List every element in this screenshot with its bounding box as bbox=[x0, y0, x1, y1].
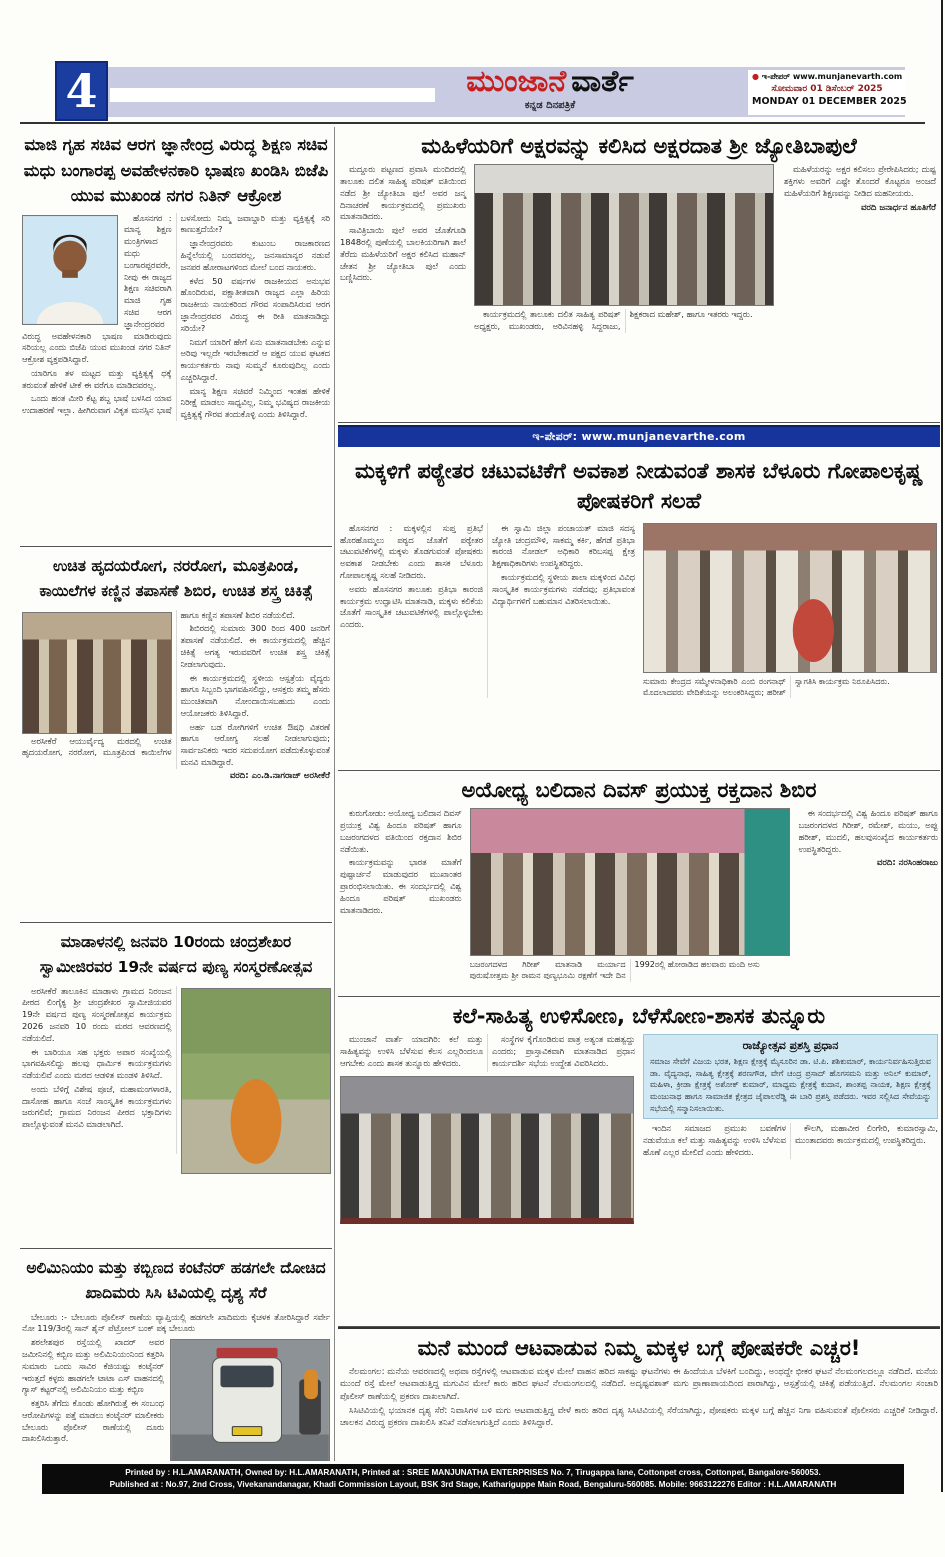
article-body-left: ಹೊಸನಗರ : ಮಕ್ಕಳಲ್ಲಿನ ಸುಪ್ತ ಪ್ರತಿಭೆ ಹೊರಹೊಮ್ಮಲು ಪಠ್ಯದ ಜೊತೆಗೆ ಪಠ್ಯೇತರ ಚಟುವಟಿಕೆಗಳಲ್ಲಿ ಮಕ್ಕಳು ತೊಡಗುವಂತೆ ಪೋಷಕರು ಅವಕಾಶ ನೀಡಬೇಕು ಎಂದು ಶಾಸಕ ಬೆಳೂರು ಗೋಪಾಲಕೃಷ್ಣ ಸಲಹೆ ನೀಡಿದರು. ಅವರು ಹೊಸನಗರ ತಾಲೂಕು ಪ್ರತಿಭಾ ಕಾರಂಜಿ ಕಾರ್ಯಕ್ರಮ ಉದ್ಘಾಟಿಸಿ ಮಾತನಾಡಿ, ಮಕ್ಕಳು ಕಲಿಕೆಯ ಜೊತೆಗೆ ಸಾಂಸ್ಕೃತಿಕ ಚಟುವಟಿಕೆಗಳಲ್ಲಿ ಪಾಲ್ಗೊಳ್ಳಬೇಕು ಎಂದರು. ಈ ಸ್ವಾಮಿ ಜಿಲ್ಲಾ ಪಂಚಾಯತ್ ಮಾಜಿ ಸದಸ್ಯ ಜ್ಯೋತಿ ಚಂದ್ರಮೌಳಿ, ಸಾಕಮ್ಮ ಕರ್ಕಿ, ಹೆಗಡೆ ಪ್ರತಿಭಾ ಕಾರಂಜಿ ನೋಡಲ್ ಅಧಿಕಾರಿ ಕರಿಬಸಪ್ಪ ಕ್ಷೇತ್ರ ಶಿಕ್ಷಣಾಧಿಕಾರಿಗಳು ಉಪಸ್ಥಿತರಿದ್ದರು. ಕಾರ್ಯಕ್ರಮದಲ್ಲಿ ಸ್ಥಳೀಯ ಶಾಲಾ ಮಕ್ಕಳಿಂದ ವಿವಿಧ ಸಾಂಸ್ಕೃತಿಕ ಕಾರ್ಯಕ್ರಮಗಳು ನಡೆದವು; ಪ್ರತಿಭಾವಂತ ವಿದ್ಯಾರ್ಥಿಗಳಿಗೆ ಬಹುಮಾನ ವಿತರಿಸಲಾಯಿತು. bbox=[340, 522, 635, 630]
report-credit: ವರದಿ: ಎಂ.ಡಿ.ನಾಗರಾಜ್ ಅರಸೀಕೆರೆ bbox=[229, 770, 330, 781]
header-website-link[interactable]: www.munjanevarth.com bbox=[792, 72, 903, 81]
date-english: MONDAY 01 DECEMBER 2025 bbox=[752, 96, 907, 107]
photo-caption: ಬಜರಂಗದಳದ ಗಿರೀಶ್ ಮಾತನಾಡಿ ಮರ್ಯಾದ ಪುರುಷೋತ್ತಮ ಶ್ರೀ ರಾಮನ ಪುಣ್ಯಭೂಮಿ ರಕ್ಷಣೆಗೆ ಇದೇ ದಿನ 1992ರಲ್ಲಿ ಹೋರಾಡಿದ ಹಲವಾರು ಮಂದಿ ಅಸು bbox=[469, 960, 760, 981]
imprint-footer bbox=[42, 1464, 904, 1494]
article-headline: ಕಲೆ-ಸಾಹಿತ್ಯ ಉಳಿಸೋಣ, ಬೆಳೆಸೋಣ-ಶಾಸಕ ತುನ್ನೂರು bbox=[452, 1004, 826, 1028]
article-kale-sahitya bbox=[338, 997, 940, 1327]
cctv-truck-photo bbox=[170, 1339, 330, 1461]
epaper-label: ಇ-ಪೇಪರ್ bbox=[761, 72, 791, 81]
article-medical-camp bbox=[20, 547, 332, 923]
article-body-left: ಮದ್ದೂರು ಪಟ್ಟಣದ ಪ್ರವಾಸಿ ಮಂದಿರದಲ್ಲಿ ತಾಲೂಕು ದಲಿತ ಸಾಹಿತ್ಯ ಪರಿಷತ್ ವತಿಯಿಂದ ನಡೆದ ಶ್ರೀ ಜ್ಯೋತಿಬಾ ಪುಲೆ ಅವರ ಜನ್ಮ ದಿನಾಚರಣೆ ಕಾರ್ಯಕ್ರಮದಲ್ಲಿ ಪ್ರಮುಖರು ಮಾತನಾಡಿದರು. ಸಾವಿತ್ರಿಬಾಯಿ ಪುಲೆ ಅವರ ಜೊತೆಗೂಡಿ 1848ರಲ್ಲಿ ಪುಣೆಯಲ್ಲಿ ಬಾಲಕಿಯರಿಗಾಗಿ ಶಾಲೆ ತೆರೆದು ಮಹಿಳೆಯರಿಗೆ ಅಕ್ಷರ ಕಲಿಸಿದ ಮಹಾನ್ ಚೇತನ ಶ್ರೀ ಜ್ಯೋತಿಬಾ ಪುಲೆ ಎಂದು ಬಣ್ಣಿಸಿದರು. bbox=[340, 164, 466, 283]
header-stripe bbox=[110, 88, 435, 102]
article-blood-donation bbox=[338, 771, 940, 997]
article-belur-advice bbox=[338, 449, 940, 771]
page-number: 4 bbox=[55, 61, 108, 121]
masthead-title-black: ವಾರ್ತೆ bbox=[571, 64, 634, 99]
pratibha-karanji-stage-photo bbox=[643, 523, 937, 673]
article-body-right: ಈ ಸಂದರ್ಭದಲ್ಲಿ ವಿಶ್ವ ಹಿಂದೂ ಪರಿಷತ್ ಹಾಗೂ ಬಜರಂಗದಳದ ಗಿರೀಶ್, ರಮೇಶ್, ಮಯು, ಅಪ್ಪು ಹರೀಶ್, ಮುದಲಿ, ಹಲವುಸಂಖ್ಯೆದ ಕಾರ್ಯಕರ್ತರು ಉಪಸ್ಥಿತರಿದ್ದರು. ವರದಿ: ನರಸಿಂಹರಾಜು bbox=[798, 808, 938, 869]
swamiji-photo bbox=[181, 988, 331, 1174]
phule-event-group-photo bbox=[474, 164, 774, 306]
article-body-right: ಮಹಿಳೆಯರನ್ನು ಅಕ್ಷರ ಕಲಿಸಲು ಪ್ರೇರೇಪಿಸಿದರು; ದುಷ್ಟ ಶಕ್ತಿಗಳು ಅವರಿಗೆ ಎಷ್ಟೇ ತೊಂದರೆ ಕೊಟ್ಟರೂ ಅಂಜದೆ ಮಹಿಳೆಯರಿಗೆ ಶಿಕ್ಷಣವನ್ನು ನೀಡಿದ ಮಹನೀಯರು. ವರದಿ ಜನಾರ್ಧನ ಹೂತಿಗೆರೆ bbox=[784, 164, 936, 213]
article-headline: ಮಕ್ಕಳಿಗೆ ಪಠ್ಯೇತರ ಚಟುವಟಿಕೆಗೆ ಅವಕಾಶ ನೀಡುವಂತೆ ಶಾಸಕ ಬೆಳೂರು ಗೋಪಾಲಕೃಷ್ಣ ಪೋಷಕರಿಗೆ ಸಲಹೆ bbox=[354, 459, 924, 514]
report-credit: ವರದಿ ಜನಾರ್ಧನ ಹೂತಿಗೆರೆ bbox=[860, 202, 936, 213]
article-jyotiba-phule bbox=[338, 127, 940, 423]
bjp-leader-portrait-photo bbox=[22, 215, 118, 325]
article-bjp-leader bbox=[20, 127, 332, 547]
right-column bbox=[338, 127, 940, 1453]
award-box-text: ಸಮಾಜ ಸೇವೆಗೆ ವಿಜಯ ಭರತ, ಶಿಕ್ಷಣ ಕ್ಷೇತ್ರಕ್ಕೆ ಮೈಸೂರಿನ ಡಾ. ಟಿ.ಪಿ. ಶಶಿಕುಮಾರ್, ಕಾರ್ಯನಿರ್ವಹಿಸುತ್ತಿರುವ ಡಾ. ವೈದ್ಯನಾಥ, ಸಾಹಿತ್ಯ ಕ್ಷೇತ್ರಕ್ಕೆ ಶರಣಗೌಡ, ವೇಗೆ ಚಂದ್ರ ಪ್ರಸಾದ್ ಹೊಗಸಮನಿ ಮತ್ತು ಅನಿಲ್ ಕುಮಾರ್, ಮಹಿಳಾ, ಕ್ರೀಡಾ ಕ್ಷೇತ್ರಕ್ಕೆ ಅಶೋಕ್ ಕುಮಾರ್, ಮಾಧ್ಯಮ ಕ್ಷೇತ್ರಕ್ಕೆ ಕುದಾನ, ಶಾಂತಪ್ಪ ನಾಯಕ, ಶಿಕ್ಷಣ ಕ್ಷೇತ್ರಕ್ಕೆ ಮಂಜುನಾಥ ಹಾಗೂ ಸಾಮಾಜಿಕ ಕ್ಷೇತ್ರದ ಜೈಪಾಲರೆಡ್ಡಿ ಈ ಬಾರಿ ಪ್ರಶಸ್ತಿ ಪಡೆದರು. ಇವರ ಸಲ್ಲಿಸಿದ ಸೇವೆಯನ್ನು ಸಭೆಯಲ್ಲಿ ಸನ್ಮಾನಿಸಲಾಯಿತು. bbox=[650, 1057, 931, 1113]
medical-camp-photo bbox=[22, 612, 172, 734]
column-divider bbox=[334, 127, 335, 1461]
imprint-line-2: Published at : No.97, 2nd Cross, Vivekanandanagar, Khadi Commission Layout, BSK 3rd Stage, Kathariguppe Main Road, Bengaluru-560085. Mobile: 9663122276 Editor : H.L.AMARANATH bbox=[109, 1480, 837, 1489]
header-rule bbox=[20, 122, 925, 124]
article-headline: ಉಚಿತ ಹೃದಯರೋಗ, ನರರೋಗ, ಮೂತ್ರಪಿಂಡ, ಕಾಯಿಲೆಗಳ ಕಣ್ಣಿನ ತಪಾಸಣೆ ಶಿಬಿರ, ಉಚಿತ ಶಸ್ತ್ರ ಚಿಕಿತ್ಸೆ bbox=[39, 557, 313, 600]
article-headline: ಮಾಡಾಳನಲ್ಲಿ ಜನವರಿ 10ರಂದು ಚಂದ್ರಶೇಖರ ಸ್ವಾಮೀಜಿರವರ 19ನೇ ವರ್ಷದ ಪುಣ್ಯ ಸಂಸ್ಮರಣೋತ್ಸವ bbox=[39, 933, 313, 976]
article-body: ಬೇಲೂರು :- ಬೇಲೂರು ಪೊಲೀಸ್ ಠಾಣೆಯ ವ್ಯಾಪ್ತಿಯಲ್ಲಿ ಹಡಗಲೇ ಖಾದಿಮರು ಕೈಚಳಕ ತೋರಿಸಿದ್ದಾರೆ ಸರ್ವೇ ನೋ 119/3ರಲ್ಲಿ ಸಾನ್ ಶೈನ್ ಪೆಟ್ರೋಲ್ ಬಂಕ್ ಪಕ್ಕ ಬೇಲೂರು ಶಠಲೇಶಪುರ ರಸ್ತೆಯಲ್ಲಿ ಖಾದರ್ ಅವರ ಜಮೀನಿನಲ್ಲಿ ಕಬ್ಬಿಣ ಮತ್ತು ಅಲಿಮಿನಿಯಂನಿಂದ ಕತ್ತರಿಸಿ ಸುಮಾರು ಒಂದು ಸಾವಿರ ಕೆಜಿಯಷ್ಟು ಕಂಟೈನರ್ ಇರುತ್ತದೆ ಕಳ್ಳರು ಹಾಡಗಲೇ ಟಾಟಾ ಎಸ್ ವಾಹನದಲ್ಲಿ ಗ್ಯಾಸ್ ಕಟ್ಟರ್‌ನಲ್ಲಿ ಅಲಿಮಿನಿಯಂ ಮತ್ತು ಕಬ್ಬಿಣ ಕತ್ತರಿಸಿ ತೆಗೆದು ಕೊಂಡು ಹೋಗಿರುತ್ತೆ ಈ ಸಂಬಂಧ ಆರೋಪಿಗಳನ್ನು ಪತ್ತೆ ಮಾಡಲು ಕಂಟೈನರ್ ಮಾಲೀಕರು ಬೇಲೂರು ಪೊಲೀಸ್ ಠಾಣೆಯಲ್ಲಿ ದೂರು ದಾಖಲಿಸಿರುತ್ತಾರೆ. bbox=[22, 1312, 330, 1446]
article-body-left: ಕುರುಗೋಡು: ಅಯೋಧ್ಯ ಬಲಿದಾನ ದಿವಸ್ ಪ್ರಯುಕ್ತ ವಿಶ್ವ ಹಿಂದೂ ಪರಿಷತ್ ಹಾಗೂ ಬಜರಂಗದಳದ ವತಿಯಿಂದ ರಕ್ತದಾನ ಶಿಬಿರ ನಡೆಯಿತು. ಕಾರ್ಯಕ್ರಮವನ್ನು ಭಾರತ ಮಾತೆಗೆ ಪುಷ್ಪಾರ್ಚನೆ ಮಾಡುವುದರ ಮುಖಾಂತರ ಪ್ರಾರಂಭಿಸಲಾಯಿತು. ಈ ಸಂದರ್ಭದಲ್ಲಿ ವಿಶ್ವ ಹಿಂದೂ ಪರಿಷತ್ ಮುಖಂಡರು ಮಾತನಾಡಿದರು. bbox=[340, 808, 462, 915]
epaper-banner bbox=[338, 425, 940, 447]
article-body: ನೆಲಮಂಗಲ: ಮನೆಯ ಆವರಣದಲ್ಲಿ ಅಥವಾ ರಸ್ತೆಗಳಲ್ಲಿ ಆಟವಾಡುವ ಮಕ್ಕಳ ಮೇಲೆ ವಾಹನ ಹರಿದ ಸಾಕಷ್ಟು ಘಟನೆಗಳು ಈ ಹಿಂದೆಯೂ ಬೆಳಕಿಗೆ ಬಂದಿದ್ದು, ಅಂಥದ್ದೇ ಭೀಕರ ಘಟನೆ ನೆಲಮಂಗಲದಲ್ಲೂ ನಡೆದಿದೆ. ಮನೆಯ ಮುಂದೆ ರಸ್ತೆ ಮೇಲೆ ಆಟವಾಡುತ್ತಿದ್ದ ಮಗುವಿನ ಮೇಲೆ ಕಾರು ಹರಿದ ಘಟನೆ ನೆಲಮಂಗಲದಲ್ಲಿ ನಡೆದಿದೆ. ಅದೃಷ್ಟವಶಾತ್ ಮಗು ಪ್ರಾಣಾಪಾಯದಿಂದ ಪಾರಾಗಿದ್ದು, ಆಸ್ಪತ್ರೆಯಲ್ಲಿ ಚಿಕಿತ್ಸೆ ಪಡೆಯುತ್ತಿದೆ. ನೆಲಮಂಗಲ ಸಂಚಾರಿ ಪೊಲೀಸ್ ಠಾಣೆಯಲ್ಲಿ ಪ್ರಕರಣ ದಾಖಲಾಗಿದೆ. ಸಿಸಿಟಿವಿಯಲ್ಲಿ ಭಯಾನಕ ದೃಶ್ಯ ಸೆರೆ: ನಿವಾಸಿಗಳ ಬಳಿ ಮಗು ಆಟವಾಡುತ್ತಿದ್ದ ವೇಳೆ ಕಾರು ಹರಿದ ದೃಶ್ಯ ಸಿಸಿಟಿವಿಯಲ್ಲಿ ಸೆರೆಯಾಗಿದ್ದು, ಪೋಷಕರು ಮಕ್ಕಳ ಬಗ್ಗೆ ಹೆಚ್ಚಿನ ನಿಗಾ ವಹಿಸುವಂತೆ ಪೊಲೀಸರು ಎಚ್ಚರಿಕೆ ನೀಡಿದ್ದಾರೆ. ಚಾಲಕನ ವಿರುದ್ಧ ಪ್ರಕರಣ ದಾಖಲಿಸಿ ತನಿಖೆ ನಡೆಸಲಾಗುತ್ತಿದೆ ಎಂದು ತಿಳಿಸಿದ್ದಾರೆ. bbox=[340, 1367, 938, 1429]
epaper-icon: ● bbox=[752, 72, 759, 81]
report-credit: ವರದಿ: ನರಸಿಂಹರಾಜು bbox=[876, 858, 938, 869]
masthead bbox=[400, 66, 700, 111]
article-headline: ಮನೆ ಮುಂದೆ ಆಟವಾಡುವ ನಿಮ್ಮ ಮಕ್ಕಳ ಬಗ್ಗೆ ಪೋಷಕರೇ ಎಚ್ಚರ! bbox=[417, 1336, 861, 1360]
award-recipients-photo bbox=[340, 1076, 634, 1224]
masthead-tagline: ಕನ್ನಡ ದಿನಪತ್ರಿಕೆ bbox=[524, 99, 576, 111]
photo-caption: ಸುಮಾರು ಕೇಂದ್ರದ ಸಮ್ಮೇಳನಾಧಿಕಾರಿ ಎಂಬಿ ರಂಗನಾಥ್ ಮೊದಲಾದವರು ವೇದಿಕೆಯನ್ನು ಅಲಂಕರಿಸಿದ್ದರು; ಹರೀಶ್ ಸ್ವಾಗತಿಸಿ ಕಾರ್ಯಕ್ರಮ ನಿರೂಪಿಸಿದರು. bbox=[643, 676, 890, 698]
award-box-title: ರಾಜ್ಯೋತ್ಸವ ಪ್ರಶಸ್ತಿ ಪ್ರಧಾನ bbox=[742, 1039, 839, 1053]
article-container-theft bbox=[20, 1249, 332, 1461]
article-body-middle: ಕಾರ್ಯಕ್ರಮದಲ್ಲಿ ತಾಲೂಕು ದಲಿತ ಸಾಹಿತ್ಯ ಪರಿಷತ್ ಅಧ್ಯಕ್ಷರು, ಮುಖಂಡರು, ಅರಿವಿನಹಳ್ಳಿ ಸಿದ್ದರಾಜು, ಶಿಕ್ಷಕರಾದ ಮಹೇಶ್, ಹಾಗೂ ಇತರರು ಇದ್ದರು. bbox=[474, 309, 753, 332]
article-body-left: ಮುಂಜಾನೆ ವಾರ್ತೆ ಯಾದಗಿರಿ: ಕಲೆ ಮತ್ತು ಸಾಹಿತ್ಯವನ್ನು ಉಳಿಸಿ ಬೆಳೆಸುವ ಕೆಲಸ ಎಲ್ಲರಿಂದಲೂ ಆಗಬೇಕು ಎಂದು ಶಾಸಕ ತುನ್ನೂರು ಹೇಳಿದರು. ಸಂಸ್ಥೆಗಳ ಕೈಗೊಂಡಿರುವ ಪಾತ್ರ ಅತ್ಯಂತ ಮಹತ್ವದ್ದು ಎಂದರು; ಪ್ರಾಸ್ತಾವಿಕವಾಗಿ ಮಾತನಾಡಿದ ಪ್ರಧಾನ ಕಾರ್ಯದರ್ಶಿ ಸಭೆಯ ಉದ್ದೇಶ ವಿವರಿಸಿದರು. bbox=[340, 1034, 635, 1068]
article-body-right: ಇಂದಿನ ಸಮಾಜದ ಪ್ರಮುಖ ಬವಣೆಗಳ ನಡುವೆಯೂ ಕಲೆ ಮತ್ತು ಸಾಹಿತ್ಯವನ್ನು ಉಳಿಸಿ ಬೆಳೆಸುವ ಹೊಣೆ ಎಲ್ಲರ ಮೇಲಿದೆ ಎಂದು ಹೇಳಿದರು. ಕೌಲಗಿ, ಮಹಾವೀರ ಲಿಂಗೇರಿ, ಕುಮಾರಸ್ವಾಮಿ, ಮುಂತಾದವರು ಕಾರ್ಯಕ್ರಮದಲ್ಲಿ ಉಪಸ್ಥಿತರಿದ್ದರು. bbox=[643, 1123, 938, 1157]
date-kannada: ಸೋಮವಾರ 01 ಡಿಸೆಂಬರ್ 2025 bbox=[771, 84, 883, 94]
article-headline: ಮಾಜಿ ಗೃಹ ಸಚಿವ ಆರಗ ಜ್ಞಾನೇಂದ್ರ ವಿರುದ್ಧ ಶಿಕ್ಷಣ ಸಚಿವ ಮಧು ಬಂಗಾರಪ್ಪ ಅವಹೇಳನಕಾರಿ ಭಾಷಣ ಖಂಡಿಸಿ ಬಿಜೆಪಿ ಯುವ ಮುಖಂಡ ನಗರ ನಿತಿನ್ ಆಕ್ರೋಶ bbox=[23, 135, 329, 206]
blood-donation-group-photo bbox=[470, 808, 790, 956]
article-madala-memorial bbox=[20, 923, 332, 1249]
article-body: ಅರಸೀಕೆರೆ ಆಯುರ್ವೈದ್ಯ ಮಠದಲ್ಲಿ ಉಚಿತ ಹೃದಯರೋಗ, ನರರೋಗ, ಮೂತ್ರಪಿಂಡ ಕಾಯಿಲೆಗಳ ಹಾಗೂ ಕಣ್ಣಿನ ತಪಾಸಣೆ ಶಿಬಿರ ನಡೆಯಲಿದೆ. ಶಿಬಿರದಲ್ಲಿ ಸುಮಾರು 300 ರಿಂದ 400 ಜನರಿಗೆ ತಪಾಸಣೆ ನಡೆಯಲಿದೆ. ಈ ಕಾರ್ಯಕ್ರಮದಲ್ಲಿ ಹೆಚ್ಚಿನ ಚಿಕಿತ್ಸೆ ಅಗತ್ಯ ಇರುವವರಿಗೆ ಉಚಿತ ಶಸ್ತ್ರ ಚಿಕಿತ್ಸೆ ನೀಡಲಾಗುವುದು. ಈ ಕಾರ್ಯಕ್ರಮದಲ್ಲಿ ಸ್ಥಳೀಯ ಆಸ್ಪತ್ರೆಯ ವೈದ್ಯರು ಹಾಗೂ ಸಿಬ್ಬಂದಿ ಭಾಗವಹಿಸಲಿದ್ದು, ಆಸಕ್ತರು ತಮ್ಮ ಹೆಸರು ಮುಂಚಿತವಾಗಿ ನೋಂದಾಯಿಸಬಹುದು ಎಂದು ಆಯೋಜಕರು ತಿಳಿಸಿದ್ದಾರೆ. ಅರ್ಹ ಬಡ ರೋಗಿಗಳಿಗೆ ಉಚಿತ ಔಷಧಿ ವಿತರಣೆ ಹಾಗೂ ಆರೋಗ್ಯ ಸಲಹೆ ನೀಡಲಾಗುವುದು; ಸಾರ್ವಜನಿಕರು ಇದರ ಸದುಪಯೋಗ ಪಡೆದುಕೊಳ್ಳುವಂತೆ ಮನವಿ ಮಾಡಿದ್ದಾರೆ. bbox=[22, 609, 330, 767]
article-children-warning bbox=[338, 1327, 940, 1453]
epaper-banner-link[interactable]: ಇ-ಪೇಪರ್: www.munjanevarthe.com bbox=[532, 430, 746, 443]
article-body: ಹೊಸನಗರ : ಮಾನ್ಯ ಶಿಕ್ಷಣ ಮಂತ್ರಿಗಳಾದ ಮಧು ಬಂಗಾರಪ್ಪರವರೇ, ನೀವು ಈ ರಾಜ್ಯದ ಶಿಕ್ಷಣ ಸಚಿವರಾಗಿ ಮಾಜಿ ಗೃಹ ಸಚಿವ ಆರಗ ಜ್ಞಾನೇಂದ್ರರವರ ವಿರುದ್ಧ ಅವಹೇಳನಕಾರಿ ಭಾಷಣ ಮಾಡಿರುವುದು ಸರಿಯಲ್ಲ ಎಂದು ಬಿಜೆಪಿ ಯುವ ಮುಖಂಡ ನಗರ ನಿತಿನ್ ಆಕ್ರೋಶ ವ್ಯಕ್ತಪಡಿಸಿದ್ದಾರೆ. ಯಾರಿಗೂ ತಳ ಮಟ್ಟದ ಮತ್ತು ವ್ಯಕ್ತಿತ್ವಕ್ಕೆ ಧಕ್ಕೆ ತರುವಂತೆ ಹೇಳಿಕೆ ಟೀಕೆ ಈ ವರೆಗೂ ಮಾಡಿದವರಲ್ಲ. ಒಂದು ಹಂತ ಮೀರಿ ಕೆಟ್ಟ ಶಬ್ದ ಭಾಷೆ ಬಳಸಿದ ಯಾವ ಉದಾಹರಣೆ ಇಲ್ಲಾ. ಹೀಗಿರುವಾಗ ವಿಕೃತ ಮನಸ್ಸಿನ ಭಾಷೆ ಬಳಸೋದು ನಿಮ್ಮ ಜವಾಬ್ದಾರಿ ಮತ್ತು ವ್ಯಕ್ತಿತ್ವಕ್ಕೆ ಸರಿ ಕಾಣುತ್ತದೆಯೇ? ಜ್ಞಾನೇಂದ್ರರವರು ಕುಟುಂಬ ರಾಜಕಾರಣದ ಹಿನ್ನೆಲೆಯಲ್ಲಿ ಬಂದವರಲ್ಲ, ಜನಸಾಮಾನ್ಯರ ನಡುವೆ ಜನಪರ ಹೋರಾಟಗಳಿಂದ ಮೇಲೆ ಬಂದ ನಾಯಕರು. ಕಳೆದ 50 ವರ್ಷಗಳ ರಾಜಕೀಯದ ಅನುಭವ ಹೊಂದಿರುವ, ಪಕ್ಷಾತೀತವಾಗಿ ರಾಜ್ಯದ ಎಲ್ಲಾ ಹಿರಿಯ ರಾಜಕೀಯ ನಾಯಕರಿಂದ ಗೌರವ ಸಂಪಾದಿಸಿರುವ ಆರಗ ಜ್ಞಾನೇಂದ್ರರವರ ವಿರುದ್ಧ ಈ ರೀತಿ ಮಾತನಾಡಿದ್ದು ಸರಿಯೇ? ನಿಮಗೆ ಯಾರಿಗೆ ಹೇಗೆ ಏನು ಮಾತನಾಡಬೇಕು ಎನ್ನುವ ಅರಿವು ಇಲ್ಲದೇ ಇರಬೇಕಾದರೆ ಆ ಪಕ್ಷದ ಯುವ ಘಟಕದ ಕಾರ್ಯಕರ್ತರು ನಾವು ಸುಮ್ಮನೆ ಕೂರುವುದಿಲ್ಲ ಎಂದು ಎಚ್ಚರಿಸಿದ್ದಾರೆ. ಮಾನ್ಯ ಶಿಕ್ಷಣ ಸಚಿವರೆ ನಿಮ್ಮಿಂದ ಇಂತಹ ಹೇಳಿಕೆ ನಿರೀಕ್ಷೆ ಮಾಡಲು ಸಾಧ್ಯವಿಲ್ಲ, ನಿಮ್ಮ ಭವಿಷ್ಯದ ರಾಜಕೀಯ ವ್ಯಕ್ತಿತ್ವಕ್ಕೆ ಗೌರವ ತಂದುಕೊಳ್ಳಿ ಎಂದು ತಿಳಿಸಿದ್ದಾರೆ. bbox=[22, 212, 330, 420]
page-edge-line bbox=[941, 0, 943, 1492]
article-body: ಅರಸೀಕೆರೆ ತಾಲೂಕಿನ ಮಾಡಾಳು ಗ್ರಾಮದ ನಿರಂಜನ ಪೀಠದ ಲಿಂಗೈಕ್ಯ ಶ್ರೀ ಚಂದ್ರಶೇಖರ ಸ್ವಾಮೀಜಿಯವರ 19ನೇ ವರ್ಷದ ಪುಣ್ಯ ಸಂಸ್ಮರಣೋತ್ಸವ ಕಾರ್ಯಕ್ರಮ 2026 ಜನವರಿ 10 ರಂದು ಮಠದ ಆವರಣದಲ್ಲಿ ನಡೆಯಲಿದೆ. ಈ ಬಾರಿಯೂ ಸಹ ಭಕ್ತರು ಅಪಾರ ಸಂಖ್ಯೆಯಲ್ಲಿ ಭಾಗವಹಿಸಲಿದ್ದು ಹಲವು ಧಾರ್ಮಿಕ ಕಾರ್ಯಕ್ರಮಗಳು ನಡೆಯಲಿವೆ ಎಂದು ಮಠದ ಆಡಳಿತ ಮಂಡಳಿ ತಿಳಿಸಿದೆ. ಅಂದು ಬೆಳಿಗ್ಗೆ ವಿಶೇಷ ಪೂಜೆ, ಮಹಾಮಂಗಳಾರತಿ, ದಾಸೋಹ ಹಾಗೂ ಸಂಜೆ ಸಾಂಸ್ಕೃತಿಕ ಕಾರ್ಯಕ್ರಮಗಳು ಜರುಗಲಿವೆ; ಗ್ರಾಮದ ನಿರಂಜನ ಪೀಠದ ಭಕ್ತಾದಿಗಳು ಪಾಲ್ಗೊಳ್ಳುವಂತೆ ಮನವಿ ಮಾಡಲಾಗಿದೆ. bbox=[22, 986, 330, 1155]
masthead-title-red: ಮುಂಜಾನೆ bbox=[466, 64, 567, 99]
header-info-box bbox=[748, 70, 906, 115]
article-headline: ಅಯೋಧ್ಯ ಬಲಿದಾನ ದಿವಸ್ ಪ್ರಯುಕ್ತ ರಕ್ತದಾನ ಶಿಬಿರ bbox=[461, 778, 817, 802]
article-headline: ಅಲಿಮಿನಿಯಂ ಮತ್ತು ಕಬ್ಬಿಣದ ಕಂಟೆನರ್ ಹಡಗಲೇ ದೋಚಿದ ಖಾದಿಮರು ಸಿಸಿ ಟಿವಿಯಲ್ಲಿ ದೃಶ್ಯ ಸೆರೆ bbox=[26, 1259, 326, 1302]
article-headline: ಮಹಿಳೆಯರಿಗೆ ಅಕ್ಷರವನ್ನು ಕಲಿಸಿದ ಅಕ್ಷರದಾತ ಶ್ರೀ ಜ್ಯೋತಿಬಾಪುಲೆ bbox=[421, 134, 857, 158]
rajyotsava-award-box bbox=[643, 1034, 938, 1119]
left-column bbox=[20, 127, 332, 1461]
imprint-line-1: Printed by : H.L.AMARANATH, Owned by: H.L.AMARANATH, Printed at : SREE MANJUNATHA ENTERPRISES No. 7, Tirugappa lane, Cottonpet cross, Cottonpet, Bangalore-560053. bbox=[125, 1467, 821, 1477]
